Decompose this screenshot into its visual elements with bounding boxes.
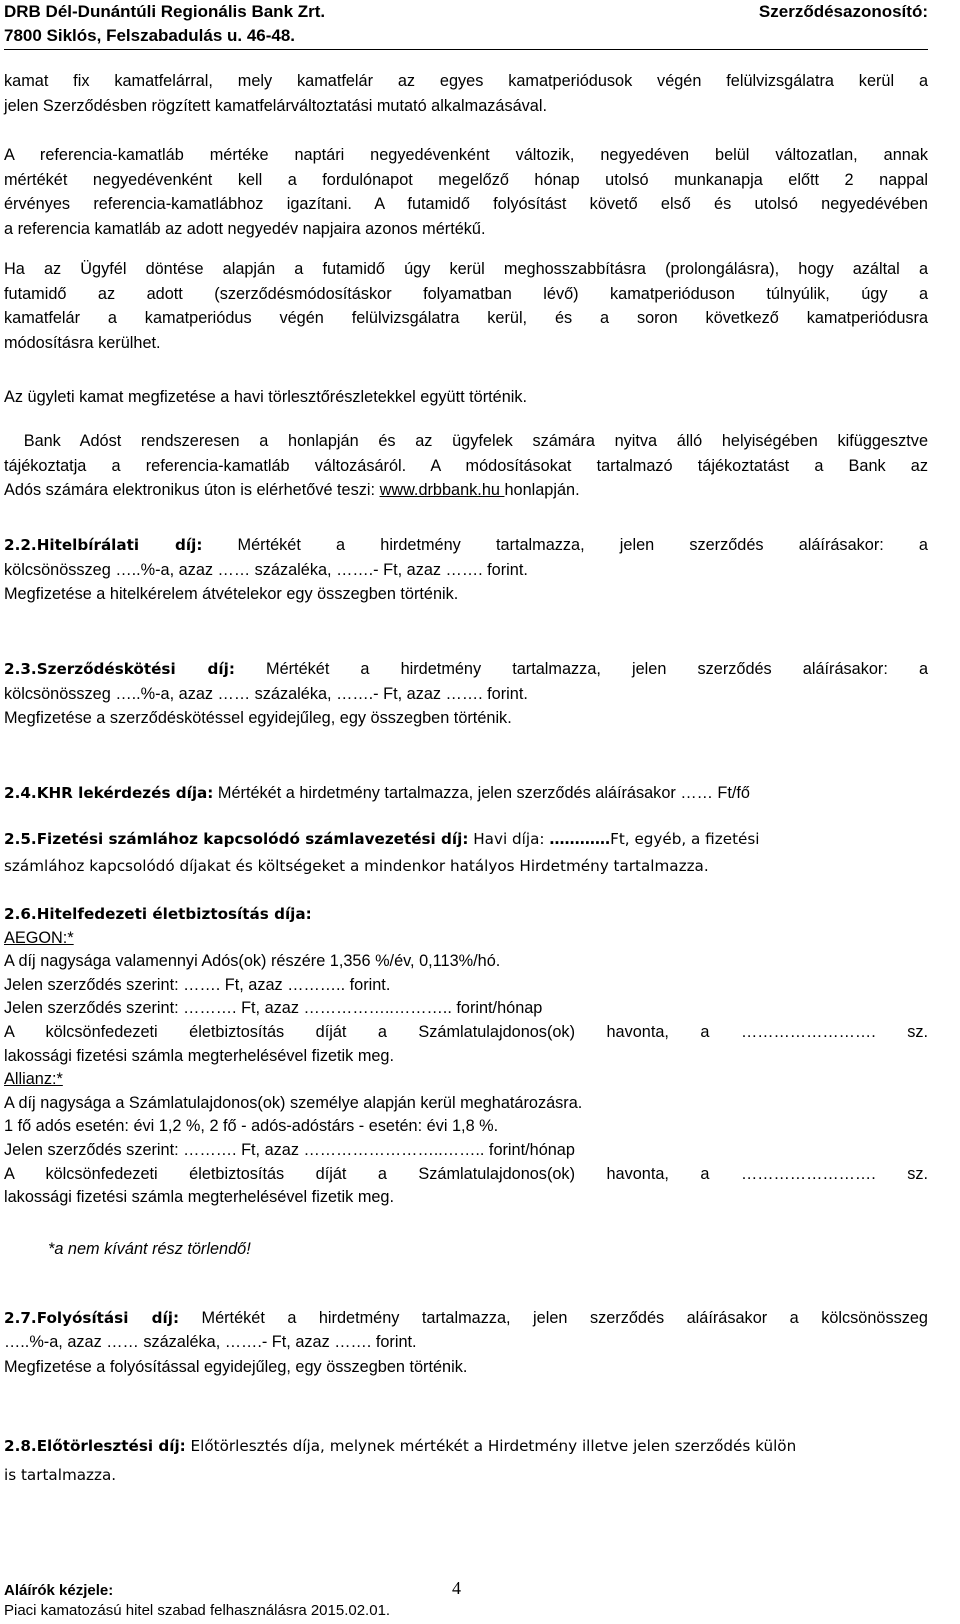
text-line: lakossági fizetési számla megterhelésével fizetik meg. xyxy=(4,1046,395,1065)
deletion-note: *a nem kívánt rész törlendő! xyxy=(48,1240,251,1258)
text-line: A kölcsönfedezeti életbiztosítás díját a Számlatulajdonos(ok) havonta, a ……………………. sz. xyxy=(4,1164,928,1183)
signers-label: Aláírók kézjele: xyxy=(4,1582,114,1599)
section-heading-line xyxy=(4,1432,928,1461)
text-line: 1 fő adós esetén: évi 1,2 %, 2 fő - adós-adóstárs - esetén: évi 1,8 %. xyxy=(4,1117,499,1136)
section-number: 2.2. xyxy=(4,536,37,554)
text-line: …..%-a, azaz …… százaléka, …….- Ft, azaz ……. forint. xyxy=(4,1333,417,1352)
contract-id-label: Szerződésazonosító: xyxy=(758,2,928,21)
section-2-8 xyxy=(4,1432,928,1490)
text-line: kölcsönösszeg …..%-a, azaz …… százaléka, …….- Ft, azaz ……. forint. xyxy=(4,560,528,579)
text-line: Az ügyleti kamat megfizetése a havi törlesztőrészletekkel együtt történik. xyxy=(4,388,528,406)
section-title: Hitelfedezeti életbiztosítás díja: xyxy=(36,905,312,923)
page-number: 4 xyxy=(452,1578,461,1598)
text-line: módosításra kerülhet. xyxy=(4,333,161,352)
section-heading-line xyxy=(4,1306,928,1330)
bank-name: DRB Dél-Dunántúli Regionális Bank Zrt. xyxy=(4,2,326,21)
text-line: Megfizetése a hitelkérelem átvételekor egy összegben történik. xyxy=(4,585,459,604)
text-line: Bank Adóst rendszeresen a honlapján és az ügyfelek számára nyitva álló helyiségében kifüggesztve xyxy=(4,432,928,450)
text-fragment: Adós számára elektronikus úton is elérhetővé teszi: xyxy=(4,481,380,500)
section-heading-line xyxy=(4,533,928,558)
text-line: mértékét negyedévenként kell a fordulónapot megelőző hónap utolsó munkanapja előtt 2 nappal xyxy=(4,170,928,189)
header-divider xyxy=(4,49,928,50)
text-line: A díj nagysága valamennyi Adós(ok) részére 1,356 %/év, 0,113%/hó. xyxy=(4,952,501,971)
section-title: Fizetési számlához kapcsolódó számlavezetési díj: xyxy=(36,830,469,848)
fill-in-blank: ………… xyxy=(549,830,611,848)
section-number: 2.6. xyxy=(4,905,37,923)
text-line: kamat fix kamatfelárral, mely kamatfelár az egyes kamatperiódusok végén felülvizsgálatra kerül a xyxy=(4,72,928,90)
text-line: A kölcsönfedezeti életbiztosítás díját a Számlatulajdonos(ok) havonta, a ……………………. sz. xyxy=(4,1022,928,1041)
section-number: 2.5. xyxy=(4,830,37,848)
text-line: Ha az Ügyfél döntése alapján a futamidő úgy kerül meghosszabbításra (prolongálásra), hogy azáltal a xyxy=(4,260,928,278)
text-line: tájékoztatja a referencia-kamatláb változásáról. A módosításokat tartalmazó tájékoztatást a Bank az xyxy=(4,456,928,475)
text-line: számlához kapcsolódó díjakat és költségeket a mindenkor hatályos Hirdetmény tartalmazza. xyxy=(4,857,709,875)
text-line: jelen Szerződésben rögzített kamatfelárváltoztatási mutató alkalmazásával. xyxy=(4,96,547,115)
text-line: Megfizetése a folyósítással egyidejűleg, egy összegben történik. xyxy=(4,1357,468,1376)
page-footer xyxy=(4,1581,928,1621)
section-number: 2.8. xyxy=(4,1437,37,1455)
section-title: KHR lekérdezés díja: xyxy=(36,784,214,802)
text-line xyxy=(4,478,928,503)
paragraph-notification xyxy=(4,429,928,503)
section-2-2 xyxy=(4,533,928,607)
section-heading-line xyxy=(4,657,928,682)
text-line: lakossági fizetési számla megterhelésével fizetik meg. xyxy=(4,1188,395,1207)
section-title: Folyósítási díj: xyxy=(36,1309,180,1327)
section-title: Előtörlesztési díj: xyxy=(36,1437,186,1455)
text-line: a referencia kamatláb az adott negyedév napjaira azonos mértékű. xyxy=(4,219,486,238)
text-fragment: Havi díja: xyxy=(468,830,550,848)
text-line: A referencia-kamatláb mértéke naptári negyedévenként változik, negyedéven belül változatlan, annak xyxy=(4,146,928,164)
section-2-3 xyxy=(4,657,928,731)
paragraph-reference-rate xyxy=(4,143,928,241)
text-fragment: honlapján. xyxy=(504,481,580,500)
text-fragment: Előtörlesztés díja, melynek mértékét a Hirdetmény illetve jelen szerződés külön xyxy=(185,1437,797,1455)
document-name: Piaci kamatozású hitel szabad felhasználásra 2015.02.01. xyxy=(4,1602,391,1619)
website-link[interactable]: www.drbbank.hu xyxy=(379,481,505,500)
text-line: A díj nagysága a Számlatulajdonos(ok) személye alapján kerül meghatározásra. xyxy=(4,1093,583,1112)
text-fragment: Ft, egyéb, a fizetési xyxy=(610,830,760,848)
text-line: Jelen szerződés szerint: ……. Ft, azaz ……….. forint. xyxy=(4,975,391,994)
section-number: 2.7. xyxy=(4,1309,37,1327)
section-2-4 xyxy=(4,781,928,806)
insurer-allianz-label: Allianz:* xyxy=(4,1070,63,1089)
text-line: Jelen szerződés szerint: ………. Ft, azaz ……………………..…….. forint/hónap xyxy=(4,1140,575,1159)
bank-address: 7800 Siklós, Felszabadulás u. 46-48. xyxy=(4,26,296,45)
text-fragment: Mértékét a hirdetmény tartalmazza, jelen szerződés aláírásakor …… Ft/fő xyxy=(213,784,750,802)
paragraph-interest-payment xyxy=(4,385,928,410)
section-heading-line xyxy=(4,903,928,927)
text-line: is tartalmazza. xyxy=(4,1466,117,1484)
text-line: kamatfelár a kamatperiódus végén felülvizsgálatra kerül, és a soron következő kamatperiódusra xyxy=(4,309,928,328)
section-title: Hitelbírálati díj: xyxy=(36,536,203,554)
section-number: 2.3. xyxy=(4,660,37,678)
paragraph-interest-margin xyxy=(4,69,928,118)
section-2-6 xyxy=(4,903,928,1210)
section-title: Szerződéskötési díj: xyxy=(36,660,235,678)
text-fragment: Mértékét a hirdetmény tartalmazza, jelen szerződés aláírásakor a kölcsönösszeg xyxy=(179,1309,928,1327)
text-line: Megfizetése a szerződéskötéssel egyidejűleg, egy összegben történik. xyxy=(4,709,512,728)
section-number: 2.4. xyxy=(4,784,37,802)
page-header xyxy=(4,0,928,48)
text-line: Jelen szerződés szerint: ………. Ft, azaz ……………..……….. forint/hónap xyxy=(4,999,543,1018)
paragraph-prolongation xyxy=(4,257,928,355)
section-heading-line xyxy=(4,826,928,853)
text-line: kölcsönösszeg …..%-a, azaz …… százaléka, …….- Ft, azaz ……. forint. xyxy=(4,684,528,703)
text-line: érvényes referencia-kamatlábhoz igazítani. A futamidő folyósítást követő első és utolsó negyedévében xyxy=(4,195,928,214)
section-2-5 xyxy=(4,826,928,880)
text-fragment: Mértékét a hirdetmény tartalmazza, jelen szerződés aláírásakor: a xyxy=(234,660,929,678)
text-line: futamidő az adott (szerződésmódosításkor folyamatban lévő) kamatperióduson túlnyúlik, úgy a xyxy=(4,284,928,303)
section-heading-line xyxy=(4,781,928,806)
insurer-aegon-label: AEGON:* xyxy=(4,928,74,947)
text-fragment: Mértékét a hirdetmény tartalmazza, jelen szerződés aláírásakor: a xyxy=(202,536,928,554)
section-2-7 xyxy=(4,1306,928,1379)
